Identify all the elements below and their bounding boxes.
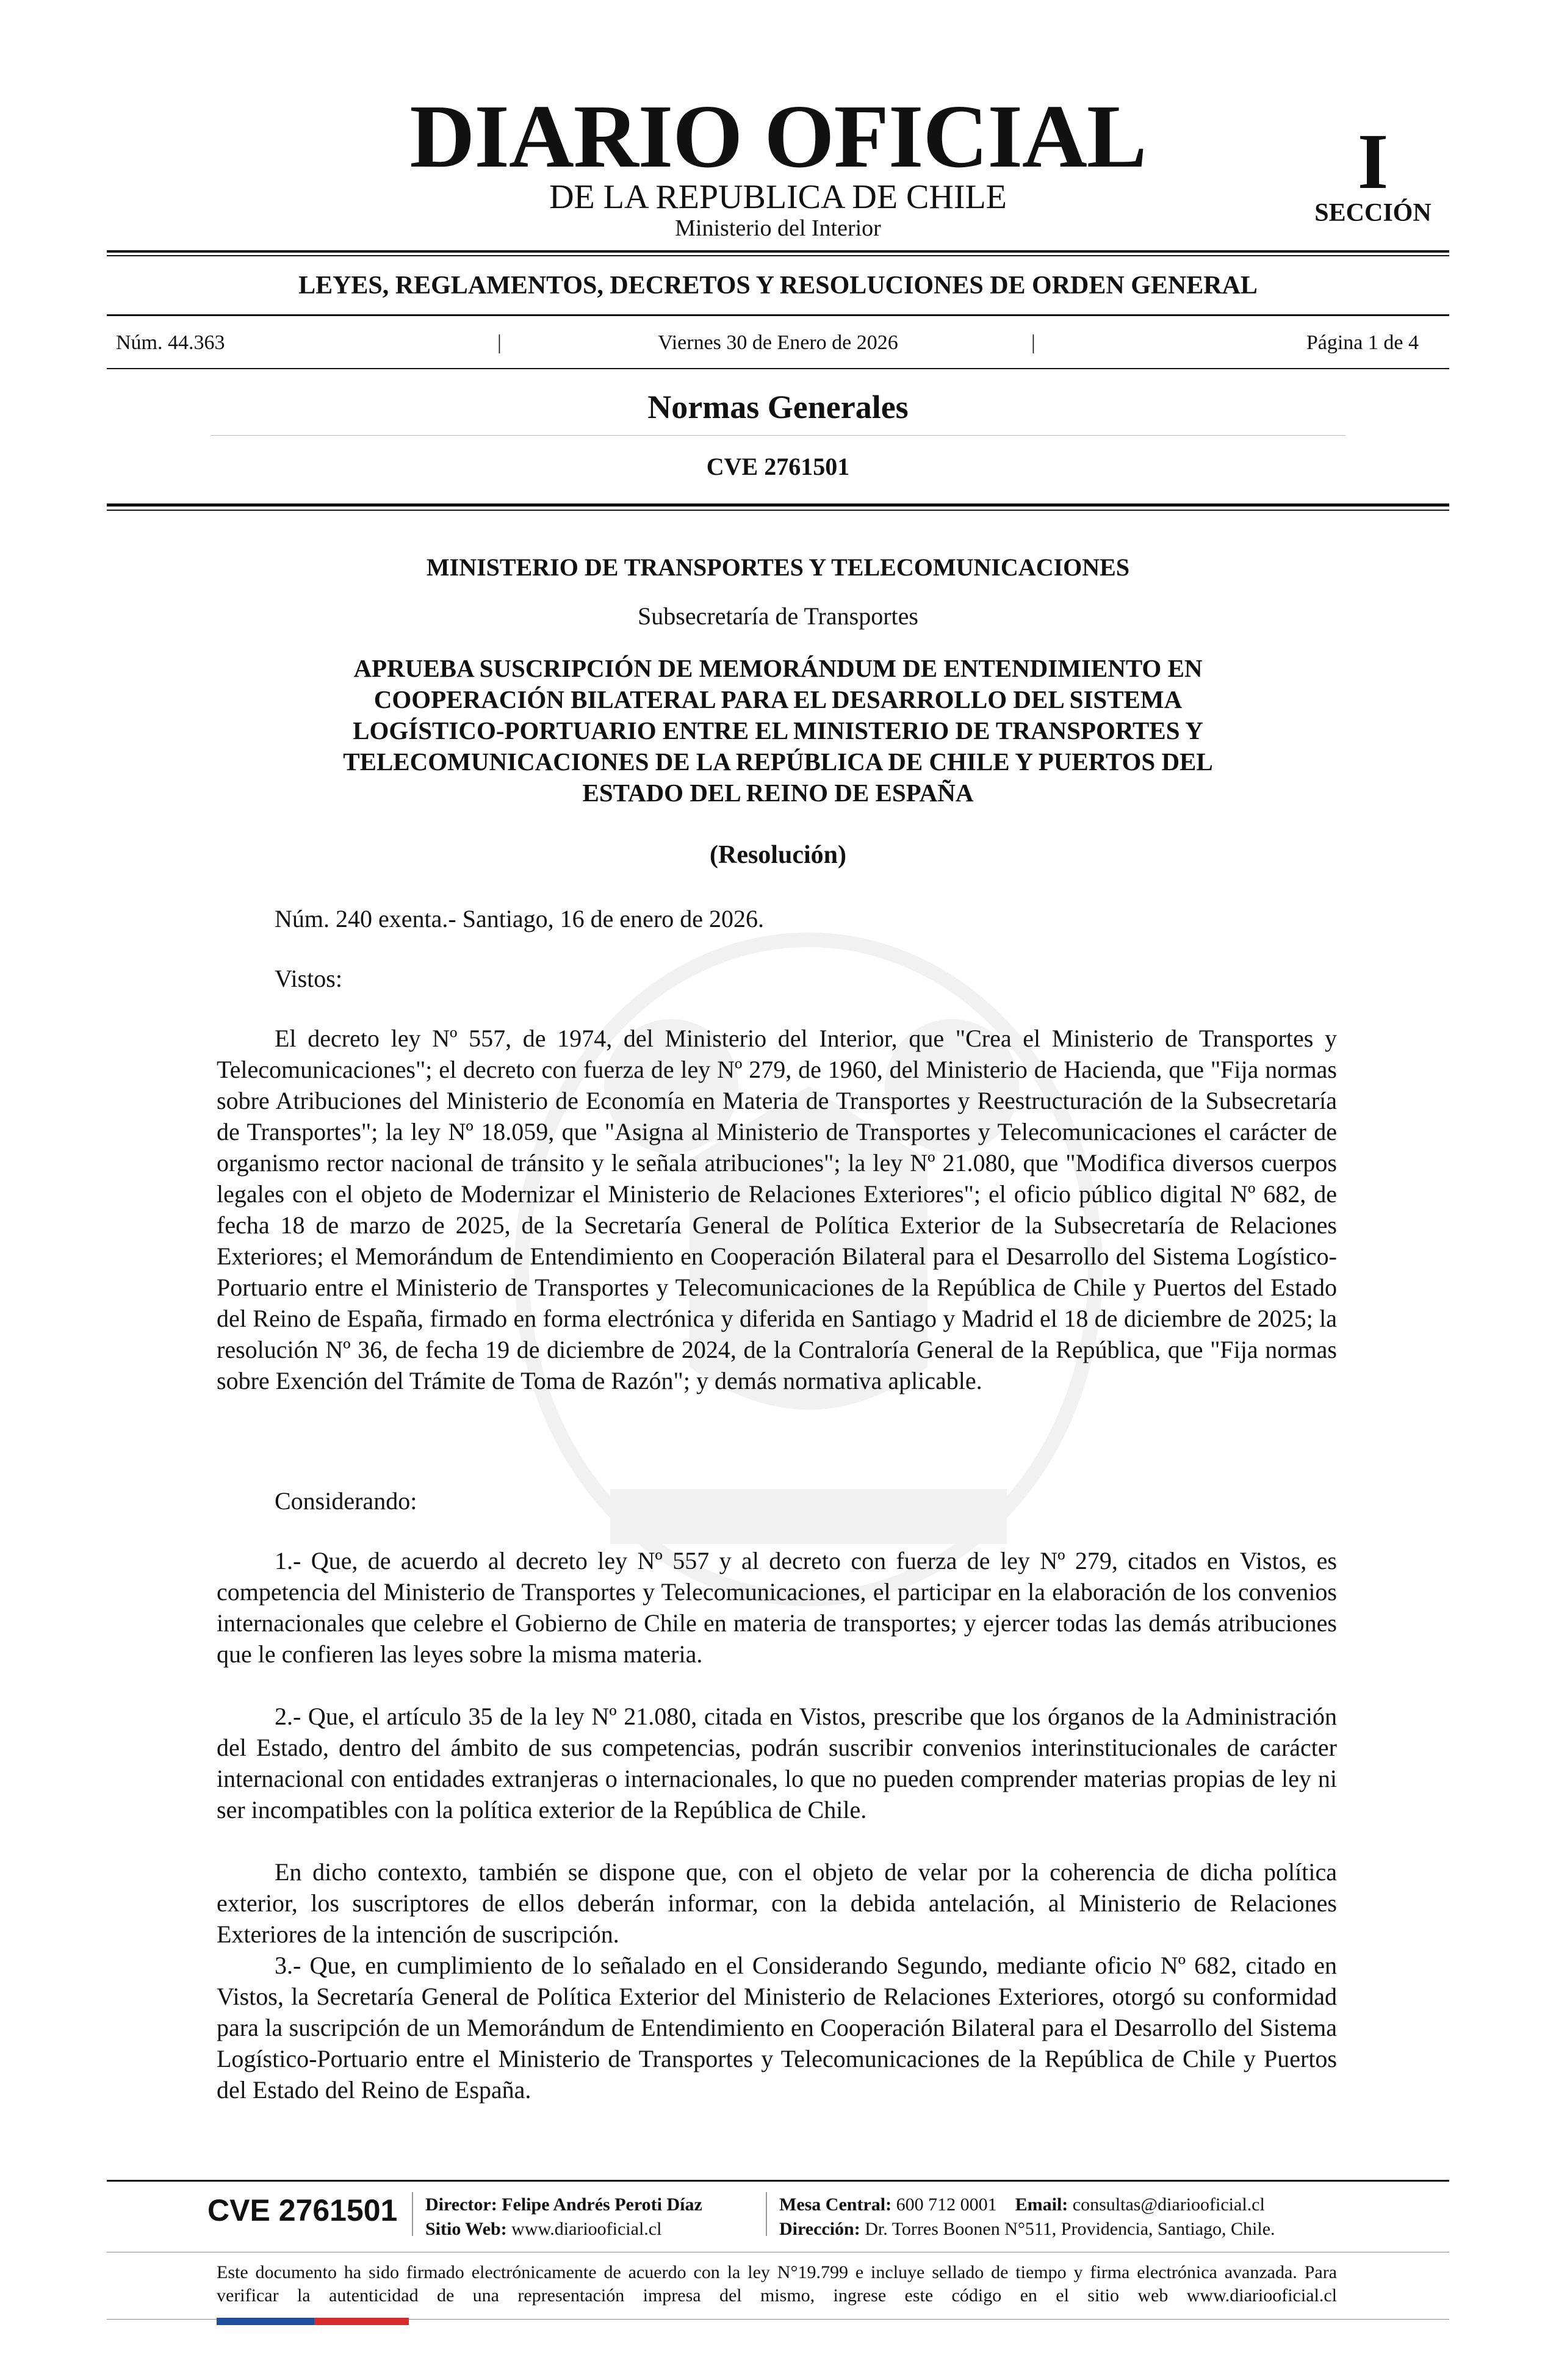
flag-stripe-blue (217, 2318, 314, 2325)
issue-date: Viernes 30 de Enero de 2026 (658, 331, 898, 354)
header-thin-rule (107, 510, 1449, 511)
info-bar-rule (107, 368, 1449, 369)
resolution-number-line: Núm. 240 exenta.- Santiago, 16 de enero de 2026. (275, 905, 765, 932)
vistos-paragraph: El decreto ley Nº 557, de 1974, del Ministerio del Interior, que "Crea el Ministerio de Transportes y Telecomunicaciones"; el decreto con fuerza de ley Nº 279, de 1960, del Ministerio de Hacienda, que "Fija normas sobre Atribuciones del Ministerio de Economía en Materia de Transportes y Reestructuración de la Subsecretaría de Transportes"; la ley Nº 18.059, que "Asigna al Ministerio de Transportes y Telecomunicaciones el carácter de organismo rector nacional de tránsito y le señala atribuciones"; la ley Nº 21.080, que "Modifica diversos cuerpos legales con el objeto de Modernizar el Ministerio de Relaciones Exteriores"; el oficio público digital Nº 682, de fecha 18 de marzo de 2025, de la Secretaría General de Política Exterior de la Subsecretaría de Relaciones Exteriores; el Memorándum de Entendimiento en Cooperación Bilateral para el Desarrollo del Sistema Logístico-Portuario entre el Ministerio de Transportes y Telecomunicaciones de la República de Chile y Puertos del Estado del Reino de España, firmado en forma electrónica y diferida en Santiago y Madrid el 18 de diciembre de 2025; la resolución Nº 36, de fecha 19 de diciembre de 2024, de la Contraloría General de la República, que "Fija normas sobre Exención del Trámite de Toma de Razón"; y demás normativa aplicable. (217, 1025, 1337, 1394)
address-text: Dr. Torres Boonen N°511, Providencia, Santiago, Chile. (865, 2219, 1275, 2239)
issuing-ministry: MINISTERIO DE TRANSPORTES Y TELECOMUNICACIONES (426, 554, 1130, 581)
laws-rule (107, 314, 1449, 316)
section-title-rule (211, 435, 1345, 436)
title-line: ESTADO DEL REINO DE ESPAÑA (582, 779, 974, 807)
newspaper-title: DIARIO OFICIAL (409, 87, 1147, 187)
masthead-rule-bottom (107, 255, 1449, 256)
page-indicator: Página 1 de 4 (1306, 331, 1419, 354)
cve-code: CVE 2761501 (706, 453, 850, 480)
title-line: TELECOMUNICACIONES DE LA REPÚBLICA DE CHILE Y PUERTOS DEL (343, 748, 1213, 776)
section-title: Normas Generales (647, 389, 909, 425)
footer-website (425, 2220, 661, 2238)
section-number: I (1357, 118, 1389, 206)
phone-number: 600 712 0001 (896, 2194, 997, 2215)
title-line: LOGÍSTICO-PORTUARIO ENTRE EL MINISTERIO DE TRANSPORTES Y (353, 716, 1203, 745)
footer-divider (766, 2192, 767, 2236)
director-name: Felipe Andrés Peroti Díaz (502, 2194, 702, 2215)
document-type: (Resolución) (710, 841, 846, 869)
director-label: Director: (425, 2194, 497, 2215)
bar-separator: | (497, 331, 502, 354)
bar-separator: | (1031, 331, 1036, 354)
vistos-label: Vistos: (275, 965, 342, 992)
email-link[interactable]: consultas@diariooficial.cl (1072, 2194, 1265, 2215)
considerando-3: 3.- Que, en cumplimiento de lo señalado en el Considerando Segundo, mediante oficio Nº 682, citado en Vistos, la Secretaría General de Política Exterior del Ministerio de Relaciones Exteriores, otorgó su conformidad para la suscripción de un Memorándum de Entendimiento en Cooperación Bilateral para el Desarrollo del Sistema Logístico-Portuario entre el Ministerio de Transportes y Telecomunicaciones de la República de Chile y Puertos del Estado del Reino de España. (217, 1952, 1337, 2104)
considerando-2-context: En dicho contexto, también se dispone que, con el objeto de velar por la coherencia de dicha política exterior, los suscriptores de ellos deberán informar, con la debida antelación, al Ministerio de Relaciones Exteriores de la intención de suscripción. (217, 1858, 1337, 1948)
email-label: Email: (1015, 2194, 1068, 2215)
footer-director (425, 2196, 702, 2214)
footer-cve-code: CVE 2761501 (207, 2193, 398, 2227)
footer-rule (107, 2180, 1449, 2182)
flag-stripe-red (314, 2318, 409, 2325)
phone-label: Mesa Central: (779, 2194, 892, 2215)
considerando-1: 1.- Que, de acuerdo al decreto ley Nº 557 y al decreto con fuerza de ley Nº 279, citados en Vistos, es competencia del Ministerio de Transportes y Telecomunicaciones, el participar en la elaboración de los convenios internacionales que celebre el Gobierno de Chile en materia de transportes; y ejercer todas las demás atribuciones que le confieren las leyes sobre la misma materia. (217, 1547, 1337, 1668)
considerando-2: 2.- Que, el artículo 35 de la ley Nº 21.080, citada en Vistos, prescribe que los órganos de la Administración del Estado, dentro del ámbito de sus competencias, podrán suscribir convenios interinstitucionales de carácter internacional con entidades extranjeras o internacionales, lo que no pueden comprender materias propias de ley ni ser incompatibles con la política exterior de la República de Chile. (217, 1703, 1337, 1823)
footer-divider (412, 2192, 413, 2236)
website-label: Sitio Web: (425, 2219, 507, 2239)
footer-contact (779, 2196, 1265, 2214)
header-thick-rule (107, 503, 1449, 507)
title-line: COOPERACIÓN BILATERAL PARA EL DESARROLLO DEL SISTEMA (373, 685, 1183, 713)
resolution-title (232, 653, 1324, 809)
ministry-line: Ministerio del Interior (675, 215, 881, 241)
section-label: SECCIÓN (1314, 199, 1432, 227)
issue-number: Núm. 44.363 (116, 331, 225, 354)
title-line: APRUEBA SUSCRIPCIÓN DE MEMORÁNDUM DE ENTENDIMIENTO EN (353, 654, 1203, 682)
website-link[interactable]: www.diariooficial.cl (511, 2219, 662, 2239)
footer-legal-note: Este documento ha sido firmado electrónicamente de acuerdo con la ley N°19.799 e incluye sellado de tiempo y firma electrónica avanzada. Para verificar la autenticidad de una representación impresa del mismo, ingrese este código en el sitio web www.diariooficial.cl (217, 2262, 1337, 2306)
footer-address (779, 2220, 1275, 2238)
newspaper-subtitle: DE LA REPUBLICA DE CHILE (549, 178, 1007, 216)
masthead-rule-top (107, 250, 1449, 253)
laws-header: LEYES, REGLAMENTOS, DECRETOS Y RESOLUCIONES DE ORDEN GENERAL (298, 272, 1258, 300)
considerando-label: Considerando: (275, 1487, 417, 1515)
subsecretaria: Subsecretaría de Transportes (638, 602, 918, 630)
address-label: Dirección: (779, 2219, 860, 2239)
